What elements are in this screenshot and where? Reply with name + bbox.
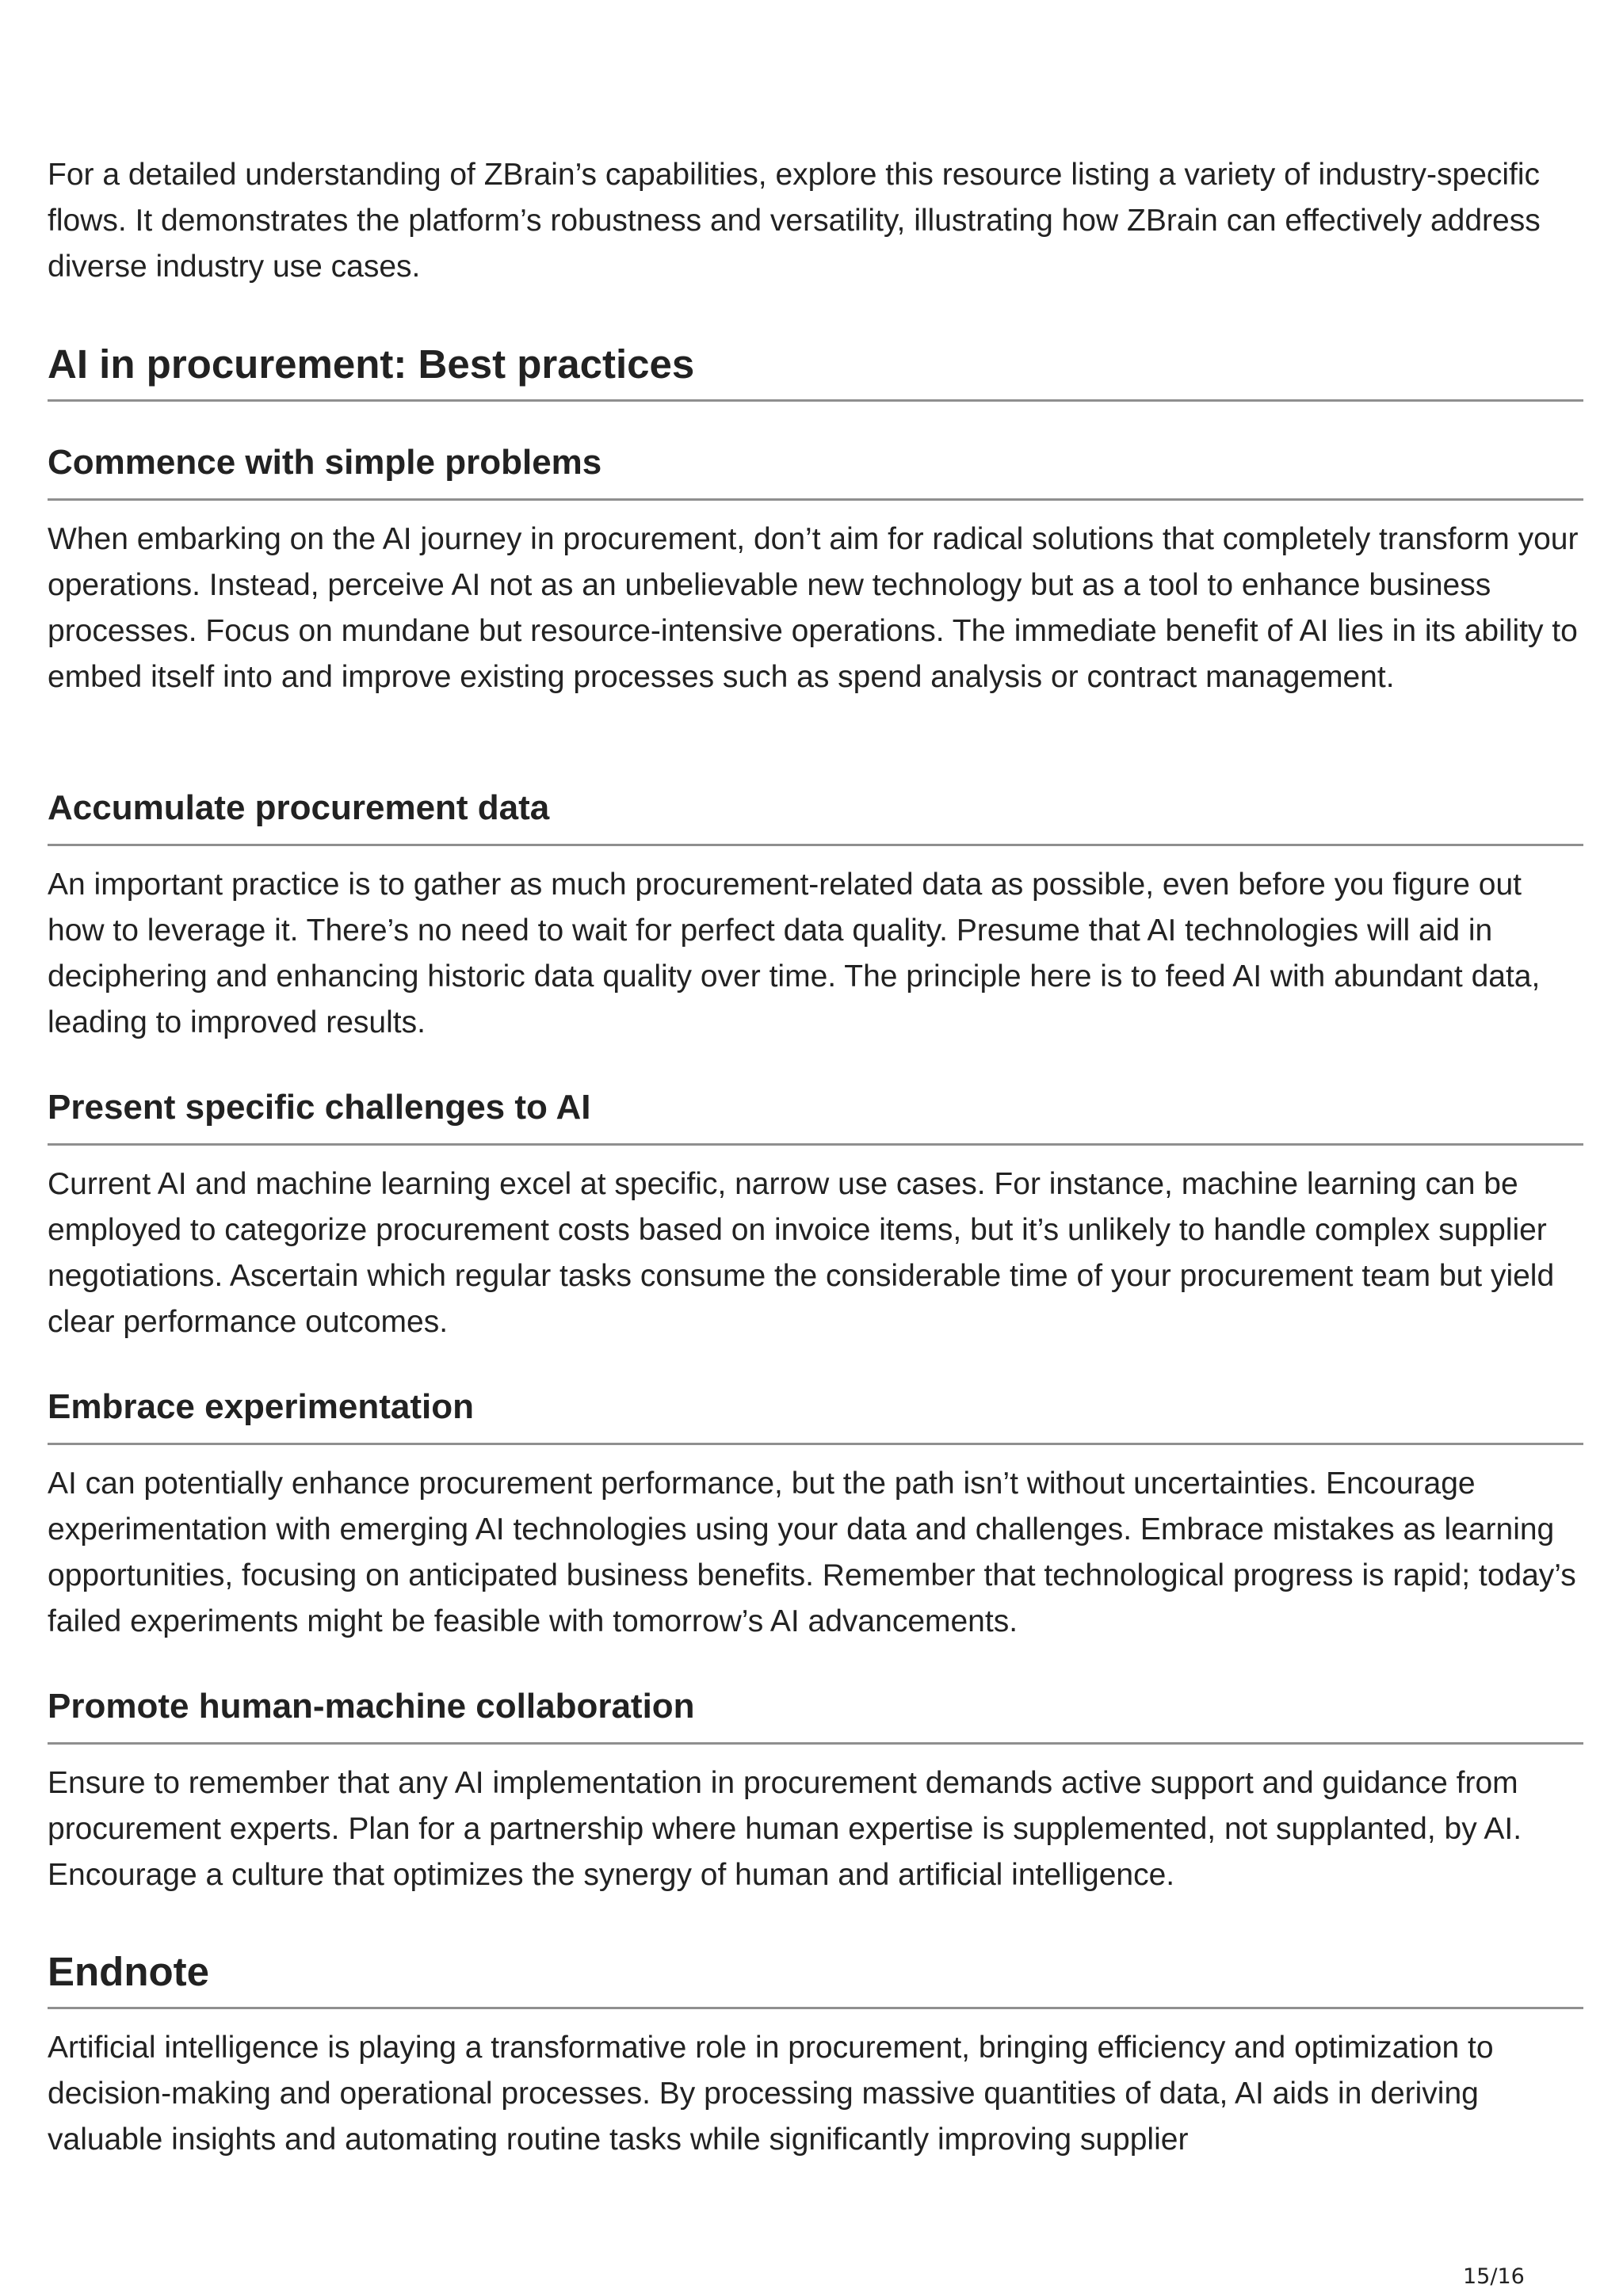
subheading-divider [48, 844, 1583, 846]
subheading-divider [48, 498, 1583, 501]
subheading-commence: Commence with simple problems [48, 443, 602, 482]
section-divider [48, 399, 1583, 402]
paragraph-accumulate: An important practice is to gather as much procurement-related data as possible, even before you figure out how to leverage it. There’s no need to wait for perfect data quality. Presume that AI technologies will aid in deciphering and enhancing historic data quality over time. The principle here is to feed AI with abundant data, leading to improved results. [48, 868, 1541, 1039]
section-title-endnote: Endnote [48, 1949, 209, 1994]
subheading-embrace: Embrace experimentation [48, 1387, 474, 1426]
subheading-accumulate: Accumulate procurement data [48, 788, 550, 827]
intro-paragraph: For a detailed understanding of ZBrain’s capabilities, explore this resource listing a variety of industry-specific flows. It demonstrates the platform’s robustness and versatility, illustrating how ZBrain can effectively address diverse industry use cases. [48, 158, 1541, 284]
paragraph-endnote: Artificial intelligence is playing a transformative role in procurement, bringing efficiency and optimization to decision-making and operational processes. By processing massive quantities of data, AI aids in deriving valuable insights and automating routine tasks while significantly improving supplier [48, 2031, 1494, 2157]
paragraph-embrace: AI can potentially enhance procurement performance, but the path isn’t without uncertainties. Encourage experimentation with emerging AI technologies using your data and challenges. Embrace mistakes as learning opportunities, focusing on anticipated business benefits. Remember that technological progress is rapid; today’s failed experiments might be feasible with tomorrow’s AI advancements. [48, 1466, 1576, 1638]
subheading-divider [48, 1143, 1583, 1146]
subheading-divider [48, 1443, 1583, 1445]
page-number: 15/16 [1463, 2264, 1525, 2289]
paragraph-present: Current AI and machine learning excel at specific, narrow use cases. For instance, machine learning can be employed to categorize procurement costs based on invoice items, but it’s unlikely to handle complex supplier negotiations. Ascertain which regular tasks consume the considerable time of your procurement team but yield clear performance outcomes. [48, 1167, 1555, 1339]
subheading-present: Present specific challenges to AI [48, 1088, 591, 1127]
subheading-divider [48, 1742, 1583, 1745]
subheading-promote: Promote human-machine collaboration [48, 1687, 695, 1726]
paragraph-promote: Ensure to remember that any AI implementation in procurement demands active support and guidance from procurement experts. Plan for a partnership where human expertise is supplemented, not supplanted, by AI. Encourage a culture that optimizes the synergy of human and artificial intelligence. [48, 1766, 1522, 1892]
section-title-best-practices: AI in procurement: Best practices [48, 341, 695, 387]
section-divider [48, 2007, 1583, 2009]
paragraph-commence: When embarking on the AI journey in procurement, don’t aim for radical solutions that completely transform your operations. Instead, perceive AI not as an unbelievable new technology but as a tool to enhance business processes. Focus on mundane but resource-intensive operations. The immediate benefit of AI lies in its ability to embed itself into and improve existing processes such as spend analysis or contract management. [48, 522, 1579, 694]
